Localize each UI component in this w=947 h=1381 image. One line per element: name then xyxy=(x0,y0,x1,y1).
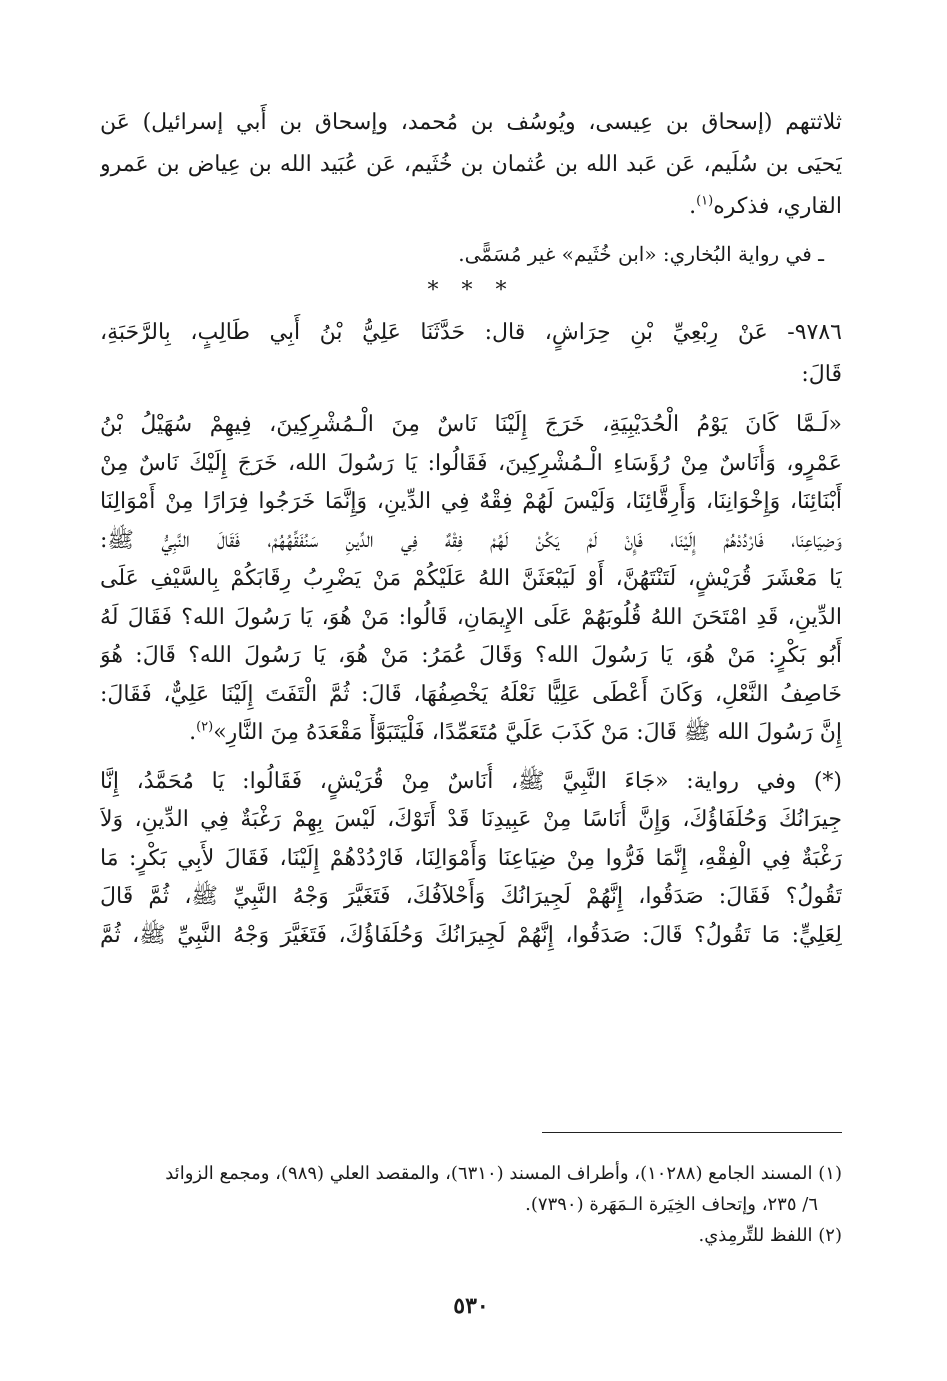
riwaya-line: جِيرَانُكَ وَحُلَفَاؤُكَ، وَإِنَّ أُنَاسًا مِنْ عَبِيدِنَا قَدْ أَتَوْكَ، لَيْسَ بِهِمْ رَغْبَةٌ فِي الدِّينِ، وَلاَ xyxy=(100,807,842,832)
hadith-last-text: إِنَّ رَسُولَ الله ﷺ قَالَ: مَنْ كَذَبَ عَلَيَّ مُتَعَمِّدًا، فَلْيَتَبَوَّأْ مَقْعَدَهُ مِنَ النَّارِ» xyxy=(213,720,842,745)
section-separator: * * * xyxy=(427,278,515,303)
footnote-1-line-2: ٦/ ٢٣٥، وإتحاف الخِيَرة الـمَهَرة (٧٣٩٠). xyxy=(525,1194,818,1215)
hadith-line: أَبْنَائِنَا، وَإِخْوَانِنَا، وَأَرِقَّائِنَا، وَلَيْسَ لَهُمْ فِقْهٌ فِي الدِّينِ، وَإِنَّمَا خَرَجُوا فِرَارًا مِنْ أَمْوَالِنَا xyxy=(100,489,842,514)
hadith-text xyxy=(100,406,842,753)
footnote-ref-2: (٢) xyxy=(196,719,214,735)
hadith-line: وَضِيَاعِنَا، فَارْدُدْهُمْ إِلَيْنَا، فَإِنْ لَمْ يَكُنْ لَهُمْ فِقْهٌ فِي الدِّينِ سَنُفَقِّهُهُمْ، فَقَالَ النَّبِيُّ ﷺ: xyxy=(100,527,842,553)
hadith-line: أَبُو بَكْرٍ: مَنْ هُوَ، يَا رَسُولَ الله؟ وَقَالَ عُمَرُ: مَنْ هُوَ، يَا رَسُولَ الله؟ قَالَ: هُوَ xyxy=(100,643,842,668)
page-number: ٥٣٠ xyxy=(453,1293,489,1319)
intro-line-3-text: القاري، فذكره xyxy=(713,194,842,219)
riwaya-line: رَغْبَةٌ فِي الْفِقْهِ، إِنَّمَا فَرُّوا مِنْ ضِيَاعِنَا وَأَمْوَالِنَا، فَارْدُدْهُمْ إِلَيْنَا، فَقَالَ لأَبِي بَكْرٍ: مَا xyxy=(100,845,842,871)
hadith-line: الدِّينِ، قَدِ امْتَحَنَ اللهُ قُلُوبَهُمْ عَلَى الإِيمَانِ، قَالُوا: مَنْ هُوَ، يَا رَسُولَ الله؟ فَقَالَ لَهُ xyxy=(100,604,842,630)
hadith-heading xyxy=(100,312,842,396)
hadith-heading-line-1: ٩٧٨٦- عَنْ رِبْعِيِّ بْنِ حِرَاشٍ، قال: حَدَّثَنَا عَلِيُّ بْنُ أَبِي طَالِبٍ، بِالرَّحَبَةِ، xyxy=(100,320,842,345)
hadith-heading-line-2: قَالَ: xyxy=(801,362,842,387)
hadith-line: خَاصِفُ النَّعْلِ، وَكَانَ أَعْطَى عَلِيًّا نَعْلَهُ يَخْصِفُهَا، قَالَ: ثُمَّ الْتَفَتَ إِلَيْنَا عَلِيٌّ، فَقَالَ: xyxy=(100,681,842,707)
footnote-2: (٢) اللفظ للتِّرمِذي. xyxy=(698,1225,842,1246)
footnote-ref-1: (١) xyxy=(696,193,714,209)
riwaya-line: تَقُولُ؟ فَقَالَ: صَدَقُوا، إِنَّهُمْ لَجِيرَانُكَ وَأَحْلاَفُكَ، فَتَغَيَّرَ وَجْهُ النَّبِيِّ ﷺ، ثُمَّ قَالَ xyxy=(100,884,842,909)
intro-line-3: القاري، فذكره$^{(١)}$. xyxy=(689,193,842,219)
riwaya-text xyxy=(100,763,842,956)
intro-paragraph xyxy=(100,102,842,228)
bukhari-note: ـ في رواية البُخاري: «ابن خُثَيم» غير مُسَمًّى. xyxy=(458,242,824,266)
riwaya-line: لِعَلِيٍّ: مَا تَقُولُ؟ قَالَ: صَدَقُوا، إِنَّهُمْ لَجِيرَانُكَ وَحُلَفَاؤُكَ، فَتَغَيَّرَ وَجْهُ النَّبِيِّ ﷺ، ثُمَّ xyxy=(100,922,842,948)
footnotes xyxy=(100,1158,842,1251)
intro-line-1: ثلاثتهم (إسحاق بن عِيسى، ويُوسُف بن مُحمد، وإسحاق بن أَبي إسرائيل) عَن xyxy=(100,110,842,135)
intro-line-2: يَحيَى بن سُلَيم، عَن عَبد الله بن عُثمان بن خُثَيم، عَن عُبَيد الله بن عِياض بن عَمرو xyxy=(100,152,842,177)
hadith-line: عَمْرٍو، وَأُنَاسٌ مِنْ رُؤَسَاءِ الْـمُشْرِكِينَ، فَقَالُوا: يَا رَسُولَ الله، خَرَجَ إِلَيْكَ نَاسٌ مِنْ xyxy=(100,450,842,476)
footnote-1-line-1: (١) المسند الجامع (١٠٢٨٨)، وأطراف المسند (٦٣١٠)، والمقصد العلي (٩٨٩)، ومجمع الزوائد xyxy=(165,1163,842,1184)
hadith-line-last: إِنَّ رَسُولَ الله ﷺ قَالَ: مَنْ كَذَبَ عَلَيَّ مُتَعَمِّدًا، فَلْيَتَبَوَّأْ مَقْعَدَهُ مِنَ النَّارِ»$^{(٢)}$. xyxy=(189,719,842,745)
book-page xyxy=(100,102,842,1342)
riwaya-line: (*) وفي رواية: «جَاءَ النَّبِيَّ ﷺ، أُنَاسٌ مِنْ قُرَيْشٍ، فَقَالُوا: يَا مُحَمَّدُ، إِنَّا xyxy=(100,768,842,794)
hadith-line: يَا مَعْشَرَ قُرَيْشٍ، لَتَنْتَهُنَّ، أَوْ لَيَبْعَثَنَّ اللهُ عَلَيْكُمْ مَنْ يَضْرِبُ رِقَابَكُمْ بِالسَّيْفِ عَلَى xyxy=(100,566,842,591)
hadith-line: «لَـمَّا كَانَ يَوْمُ الْحُدَيْبِيَةِ، خَرَجَ إِلَيْنَا نَاسٌ مِنَ الْـمُشْرِكِينَ، فِيهِمْ سُهَيْلُ بْنُ xyxy=(100,412,842,437)
